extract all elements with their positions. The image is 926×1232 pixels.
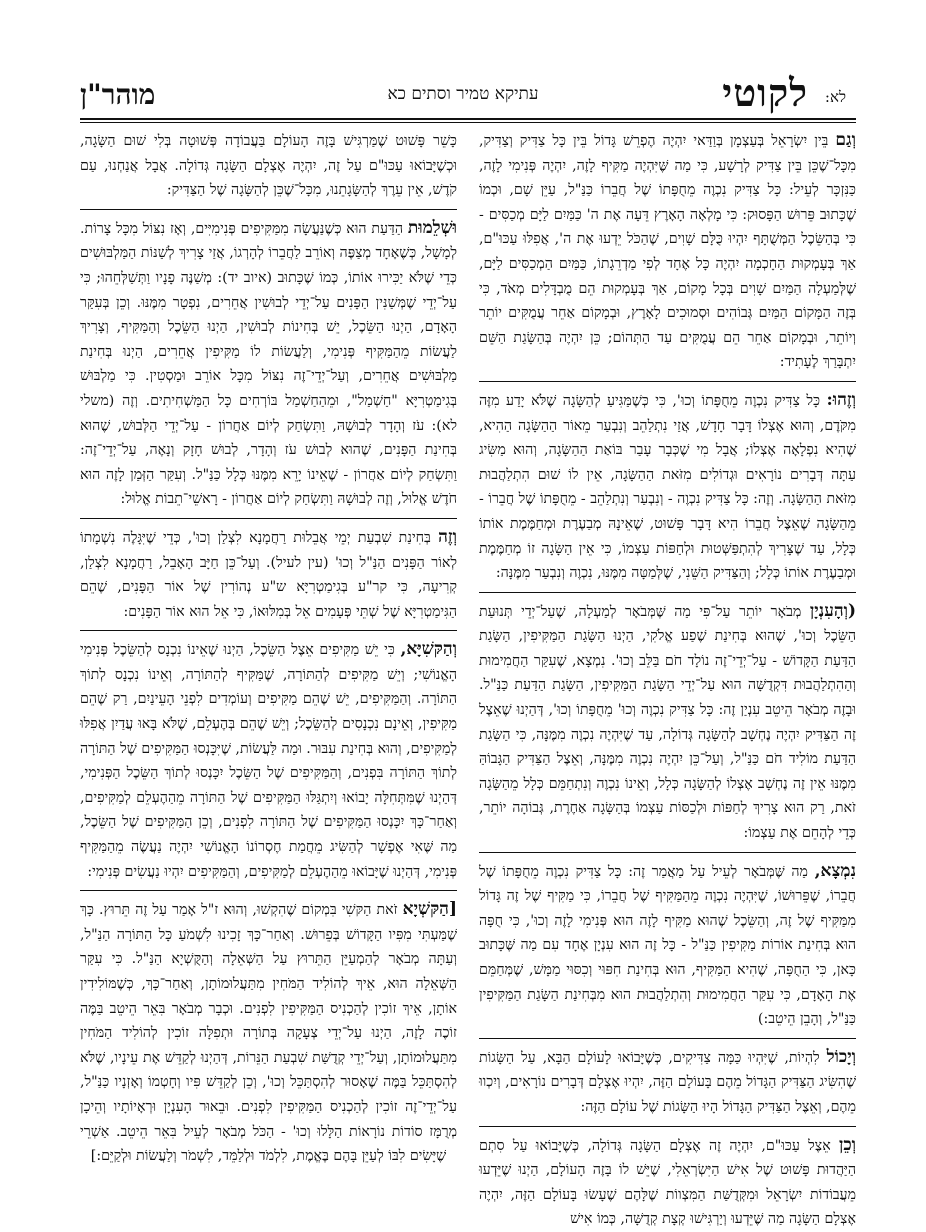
paragraph-text: אֵצֶל עַכּוּ"ם, יִהְיֶה זֶה אֶצְלָם הַשָּׂגָה גְּדוֹלָה, כְּשֶׁיָּבוֹאוּ עַל סִתְם הַיַּהֲדוּת פָּשׁוּט שֶׁל אִישׁ הַיִּשְׂרְאֵלִי, שֶׁיֵּשׁ לוֹ בָּזֶה הָעוֹלָם, הַיְנוּ שֶׁיֵּדְעוּ מֵעֲבוֹדוֹת יִשְׂרָאֵל וּמִקְּדֻשַּׁת הַמִּצְווֹת שֶׁלָּהֶם שֶׁעָשׂוּ בָּעוֹלָם הַזֶּה, יִהְיֶה אֶצְלָם הַשָּׂגָה מַה שֶּׁיֵּדְעוּ וְיַרְגִּישׁוּ קְצָת קְדֻשָּׁה, כְּמוֹ אִישׁ bbox=[479, 1137, 856, 1228]
page-header bbox=[70, 70, 856, 118]
paragraph-lead-word: (וְהָעִנְיָן bbox=[809, 600, 856, 621]
paragraph-text: כָּל צַדִּיק נִכְוֶה מֵחֻפָּתוֹ וְכוּ', כִּי כְּשֶׁמַּגִּיעַ לְהַשָּׂגָה שֶׁלֹּא יָדַע מִזֶּה מִקֹּדֶם, וְהוּא אֶצְלוֹ דָּבָר חָדָשׁ, אֲזַי נִתְלַהֵב וְנִבְעַר מֵאוֹר הַהַשָּׂגָה הַהִיא, שֶׁהִיא נִפְלָאָה אֶצְלוֹ; אֲבָל מִי שֶׁכְּבָר עָבַר בּוֹאַת הַהַשָּׂגָה, וְהוּא מַשִּׂיג עַתָּה דְּבָרִים נוֹרָאִים וּגְדוֹלִים מִזֹּאת הַהַשָּׂגָה, אֵין לוֹ שׁוּם הִתְלַהֲבוּת מִזֹּאת הַהַשָּׂגָה. וְזֶה: כָּל צַדִּיק נִכְוֶה - וְנִבְעַר וְנִתְלַהֵב - מֵחֻפָּתוֹ שֶׁל חֲבֵרוֹ - מֵהַשָּׂגָה שֶׁאֵצֶל חֲבֵרוֹ הִיא דָּבָר פָּשׁוּט, שֶׁאֵינָהּ מְבַעֶרֶת וּמְחַמֶּמֶת אוֹתוֹ כְּלָל, עַד שֶׁצָּרִיךְ לְהִתְפַּשְּׁטוּת וּלְחַפּוֹת עַצְמוֹ, כִּי אֵין הַשָּׂגָה זוֹ מְחַמֶּמֶת וּמְבַעֶרֶת אוֹתוֹ כְּלָל; וְהַצַּדִּיק הַשֵּׁנִי, שֶׁלְּמַטָּה מִמֶּנּוּ, נִכְוֶה וְנִבְעַר מִמֶּנָּה: bbox=[479, 392, 856, 582]
section-subtitle: עתיקא טמיר וסתים כא bbox=[387, 84, 539, 104]
section-divider bbox=[80, 890, 457, 891]
section-divider bbox=[80, 630, 457, 631]
paragraph bbox=[80, 216, 457, 512]
author-name: מוהר"ן bbox=[80, 78, 156, 111]
paragraph bbox=[479, 388, 856, 586]
paragraph-text: כָּשֵׁר פָּשׁוּט שֶׁמַּרְגִּישׁ בָּזֶה הָעוֹלָם בַּעֲבוֹדָה פְּשׁוּטָה בְּלִי שׁוּם הַשָּׂגָה, וּכְשֶׁיָּבוֹאוּ עַכּוּ"ם עַל זֶה, יִהְיֶה אֶצְלָם הַשָּׂגָה גְּדוֹלָה. אֲבָל אֲנַחְנוּ, עַם קֹדֶשׁ, אֵין עֵרֶךְ לְהַשָּׂגָתֵנוּ, מִכָּל־שֶׁכֵּן לְהַשָּׂגָה שֶׁל הַצַּדִּיק: bbox=[80, 133, 457, 199]
paragraph bbox=[479, 599, 856, 846]
right-column bbox=[479, 128, 856, 1228]
paragraph bbox=[80, 897, 457, 1169]
paragraph-lead-word: וְהַקּשִׁיָּא, bbox=[400, 639, 457, 660]
book-title: לקוטי bbox=[722, 70, 808, 115]
header-rule-thin bbox=[80, 122, 856, 123]
section-divider bbox=[80, 518, 457, 519]
left-column bbox=[80, 128, 457, 1190]
paragraph bbox=[80, 637, 457, 884]
section-divider bbox=[479, 381, 856, 382]
section-divider bbox=[479, 1126, 856, 1127]
section-divider bbox=[479, 592, 856, 593]
paragraph bbox=[479, 859, 856, 1032]
paragraph-lead-word: וּשְׁלֵמוּת bbox=[407, 217, 457, 238]
paragraph bbox=[80, 525, 457, 624]
paragraph-text: לִהְיוֹת, שֶׁיִּהְיוּ כַּמָּה צַדִּיקִים, כְּשֶׁיָּבוֹאוּ לָעוֹלָם הַבָּא, עַל הַשָּׂגוֹת שֶׁהִשִּׂיג הַצַּדִּיק הַגָּדוֹל מֵהֶם בָּעוֹלָם הַזֶּה, יִהְיוּ אֶצְלָם דְּבָרִים נוֹרָאִים, וְיִכְווּ מֵהֶם, וְאֵצֶל הַצַּדִּיק הַגָּדוֹל הָיוּ הַשָּׂגוֹת שֶׁל עוֹלָם הַזֶּה: bbox=[479, 1049, 856, 1115]
section-divider bbox=[479, 852, 856, 853]
paragraph-text: בֵּין יִשְׂרָאֵל בְּעַצְמָן בְּוַדַּאי יִהְיֶה הֶפְרֵשׁ גָּדוֹל בֵּין כָּל צַדִּיק וְצַדִּיק, מִכָּל־שֶׁכֵּן בֵּין צַדִּיק לְרָשָׁע, כִּי מַה שֶּׁיִּהְיֶה מַקִּיף לָזֶה, יִהְיֶה פְּנִימִי לָזֶה, כַּנִּזְכָּר לְעֵיל: כָּל צַדִּיק נִכְוֶה מֵחֻפָּתוֹ שֶׁל חֲבֵרוֹ כַּנַּ"ל, עַיֵּן שָׁם, וּכְמוֹ שֶׁכָּתוּב פֵּרוּשׁ הַפָּסוּק: כִּי מָלְאָה הָאָרֶץ דֵּעָה אֶת ה' כַּמַּיִם לַיָּם מְכַסִּים - כִּי בְּהַשֵּׂכֶל הַמְּשֻׁתָּף יִהְיוּ כֻּלָּם שָׁוִים, שֶׁהַכֹּל יֵדְעוּ אֶת ה', אֲפִלּוּ עַכּוּ"ם, אַךְ בְּעָמְקוּת הַחָכְמָה יִהְיֶה כָּל אֶחָד לְפִי מַדְרֵגָתוֹ, כַּמַּיִם הַמְכַסִּים לַיָּם, שֶׁלְּמַעְלָה הַמַּיִם שָׁוִים בְּכָל מָקוֹם, אַךְ בְּעָמְקוּת הֵם מֻבְדָּלִים מְאֹד, כִּי בְּזֶה הַמָּקוֹם הַמַּיִם גְּבוֹהִים וּסְמוּכִים לָאָרֶץ, וּבְמָקוֹם אַחֵר עֲמֻקִּים יוֹתֵר וְיוֹתֵר, וּבְמָקוֹם אַחֵר הֵם עֲמֻקִּים עַד הַתְּהוֹם; כֵּן יִהְיֶה בְּהַשָּׂגַת הַשֵּׁם יִתְבָּרַךְ לֶעָתִיד: bbox=[479, 133, 856, 371]
paragraph-lead-word: וְגַם bbox=[835, 130, 856, 150]
paragraph-text: כִּי יֵשׁ מַקִּיפִים אֵצֶל הַשֵּׂכֶל, הַיְנוּ שֶׁאֵינוֹ נִכְנָס לְהַשֵּׂכֶל פְּנִימִי הָאֱנוֹשִׁי; וְיֵשׁ מַקִּיפִים לְהַתּוֹרָה, שֶׁמַּקִּיף לְהַתּוֹרָה, וְאֵינוֹ נִכְנָס לְתוֹךְ הַתּוֹרָה. וְהַמַּקִּיפִים, יֵשׁ שֶׁהֵם מַקִּיפִים וְעוֹמְדִים לִפְנֵי הָעֵינַיִם, רַק שֶׁהֵם מַקִּיפִין, וְאֵינָם נִכְנָסִים לְהַשֵּׂכֶל; וְיֵשׁ שֶׁהֵם בְּהֶעְלֵם, שֶׁלֹּא בָּאוּ עֲדַיִן אֲפִלּוּ לְמַקִּיפִים, וְהוּא בְּחִינַת עִבּוּר. וּמַה לַּעֲשׂוֹת, שֶׁיִּכָּנְסוּ הַמַּקִּיפִים שֶׁל הַתּוֹרָה לְתוֹךְ הַתּוֹרָה בִּפְנִים, וְהַמַּקִּיפִים שֶׁל הַשֵּׂכֶל יִכָּנְסוּ לְתוֹךְ הַשֵּׂכֶל הַפְּנִימִי, דְּהַיְנוּ שֶׁמִּתְּחִלָּה יָבוֹאוּ וְיִתְגַּלּוּ הַמַּקִּיפִים שֶׁל הַתּוֹרָה מֵהַהֶעְלֵם לְמַקִּיפִים, וְאַחַר־כָּךְ יִכָּנְסוּ הַמַּקִּיפִים שֶׁל הַתּוֹרָה לִפְנִים, וְכֵן הַמַּקִּיפִים שֶׁל הַשֵּׂכֶל, מַה שֶּׁאִי אֶפְשָׁר לְהַשִּׂיג מֵחֲמַת חֶסְרוֹנוֹ הָאֱנוֹשִׁי יִהְיֶה נַעֲשֶׂה מֵהַמַּקִּיף פְּנִימִי, דְּהַיְנוּ שֶׁיָּבוֹאוּ מֵהַהֶעְלֵם לְמַקִּיפִים, וְהַמַּקִּיפִים יִהְיוּ נַעֲשִׂים פְּנִימִי: bbox=[80, 642, 457, 880]
section-divider bbox=[80, 209, 457, 210]
section-divider bbox=[479, 1038, 856, 1039]
paragraph-lead-word: וְיָכוֹל bbox=[826, 1046, 856, 1067]
paragraph-text: הַדַּעַת הוּא כְּשֶׁנַּעֲשָׂה מִמַּקִּיפִים פְּנִימִיִּים, וְאָז נִצּוֹל מִכָּל צָרוֹת. לְמָשָׁל, כְּשֶׁאָחָד מְצַפֶּה וְאוֹרֵב לַחֲבֵרוֹ לְהָרְגוֹ, אֲזַי צָרִיךְ לְשַׁנּוֹת הַמַּלְבּוּשִׁים כְּדֵי שֶׁלֹּא יַכִּירוּ אוֹתוֹ, כְּמוֹ שֶׁכָּתוּב (איוב יד): מְשַׁנֶּה פָנָיו וַתְּשַׁלְּחֵהוּ; כִּי עַל־יְדֵי שֶׁמְּשַׁנִּין הַפָּנִים עַל־יְדֵי לְבוּשִׁין אֲחֵרִים, נִפְטָר מִמֶּנּוּ. וְכֵן בְּעִקַּר הָאָדָם, הַיְנוּ הַשֵּׂכֶל, יֵשׁ בְּחִינוֹת לְבוּשִׁין, הַיְנוּ הַשֵּׂכֶל וְהַמַּקִּיף, וְצָרִיךְ לַעֲשׂוֹת מֵהַמַּקִּיף פְּנִימִי, וְלַעֲשׂוֹת לוֹ מַקִּיפִין אֲחֵרִים, הַיְנוּ בְּחִינַת מַלְבּוּשִׁים אֲחֵרִים, וְעַל־יְדֵי־זֶה נִצּוֹל מִכָּל אוֹרֵב וּמַסְטִין. כִּי מַלְבּוּשׁ בְּגִימַטְרִיָּא "חַשְׁמַל", וּמֵהַחַשְׁמַל בּוֹרְחִים כָּל הַמַּשְׁחִיתִים. וְזֶה (משלי לא): עֹז וְהָדָר לְבוּשָׁהּ, וַתִּשְׂחַק לְיוֹם אַחֲרוֹן - עַל־יְדֵי הַלְּבוּשׁ, שֶׁהוּא בְּחִינַת הַפָּנִים, שֶׁהוּא לְבוּשׁ עֹז וְהָדָר, לְבוּשׁ חָזָק וְנָאֶה, עַל־יְדֵי־זֶה: וַתִּשְׂחַק לְיוֹם אַחֲרוֹן - שֶׁאֵינוֹ יָרֵא מִמֶּנּוּ כְּלָל כַּנַּ"ל. וְעִקַּר הַזְּמַן לָזֶה הוּא חֹדֶשׁ אֱלוּל, וְזֶה לְבוּשָׁהּ וַתִּשְׂחַק לְיוֹם אַחֲרוֹן - רָאשֵׁי־תֵבוֹת אֱלוּל: bbox=[80, 220, 457, 508]
paragraph-text: מְבֹאָר יוֹתֵר עַל־פִּי מַה שֶּׁמְּבֹאָר לְמַעְלָה, שֶׁעַל־יְדֵי תְּנוּעַת הַשֵּׂכֶל וְכוּ', שֶׁהוּא בְּחִינַת שֶׁפַע אֱלֹקִי, הַיְנוּ הַשָּׂגַת הַמַּקִּיפִין, הַשָּׂגַת הַדַּעַת הַקָּדוֹשׁ - עַל־יְדֵי־זֶה נוֹלָד חֹם בַּלֵּב וְכוּ'. נִמְצָא, שֶׁעִקַּר הַחֲמִימוּת וְהַהִתְלַהֲבוּת דִּקְדֻשָּׁה הוּא עַל־יְדֵי הַשָּׂגַת הַמַּקִּיפִין, הַשָּׂגַת הַדַּעַת כַּנַּ"ל. וּבָזֶה מְבֹאָר הֵיטֵב עִנְיַן זֶה: כָּל צַדִּיק נִכְוֶה וְכוּ' מֵחֻפָּתוֹ וְכוּ', דְּהַיְנוּ שֶׁאֵצֶל זֶה הַצַּדִּיק יִהְיֶה נֶחְשָׁב לְהַשָּׂגָה גְּדוֹלָה, עַד שֶׁיִּהְיֶה נִכְוֶה מִמֶּנָּה, כִּי הַשָּׂגַת הַדַּעַת מוֹלִיד חֹם כַּנַּ"ל, וְעַל־כֵּן יִהְיֶה נִכְוֶה מִמֶּנָּה, וְאֵצֶל הַצַּדִּיק הַגָּבוֹהַּ מִמֶּנּוּ אֵין זֶה נֶחְשָׁב אֶצְלוֹ לְהַשָּׂגָה כְּלָל, וְאֵינוֹ נִכְוֶה וְנִתְחַמֵּם כְּלָל מֵהַשָּׂגָה זֹאת, רַק הוּא צָרִיךְ לְחַפּוֹת וּלְכַסּוֹת עַצְמוֹ בְּהַשָּׂגָה אַחֶרֶת, גְּבוֹהָה יוֹתֵר, כְּדֵי לְהָחֵם אֶת עַצְמוֹ: bbox=[479, 603, 856, 842]
paragraph-lead-word: [הַקּשְׁיָא bbox=[402, 899, 457, 920]
paragraph bbox=[479, 128, 856, 375]
paragraph-lead-word: וְכֵן bbox=[839, 1134, 856, 1155]
page-number: לא: bbox=[824, 88, 846, 106]
paragraph bbox=[479, 1133, 856, 1232]
paragraph bbox=[479, 1045, 856, 1120]
paragraph bbox=[80, 128, 457, 203]
paragraph-lead-word: וְזֶה bbox=[438, 526, 457, 547]
text-columns bbox=[80, 128, 856, 1228]
paragraph-text: בְּחִינַת שִׁבְעַת יְמֵי אֲבֵלוּת רַחֲמָנָא לִצְלַן וְכוּ', כְּדֵי שֶׁיִּגָּלֶה נִשְׁמָתוֹ לְאוֹר הַפָּנִים הַנַּ"ל וְכוּ' (עין לעיל). וְעַל־כֵּן חַיָּב הָאָבֵל, רַחֲמָנָא לִצְלַן, קְרִיעָה, כִּי קר"ע בְּגִימַטְרִיָּא ש"ע נְהוֹרִין שֶׁל אוֹר הַפָּנִים, שֶׁהֵם הַגִּימַטְרִיָּא שֶׁל שְׁתֵּי פְּעָמִים אֵל בְּמִלּוּאוֹ, כִּי אֵל הוּא אוֹר הַפָּנִים: bbox=[80, 529, 457, 620]
paragraph-text: זֹאת הַקּשִׁי בִּמְקוֹם שֶׁהִקְשׁוּ, וְהוּא ז"ל אָמַר עַל זֶה תֵּרוּץ. כָּךְ שֶׁמַּעְתִּי מִפִּיו הַקָּדוֹשׁ בְּפֵרוּשׁ. וְאַחַר־כָּךְ זָכִינוּ לִשְׁמֹעַ כָּל הַתּוֹרָה הַנַּ"ל, וְעַתָּה מְבֹאָר לְהַמְעַיֵּן הַתֵּרוּץ עַל הַשְּׁאֵלָה וְהַקֻּשְׁיָא הַנַּ"ל. כִּי עִקַּר הַשְּׁאֵלָה הוּא, אֵיךְ לְהוֹלִיד הַמֹּחִין מִתַּעֲלוּמוֹתָן, וְאַחַר־כָּךְ, כְּשֶׁמּוֹלִידִין אוֹתָן, אֵיךְ זוֹכִין לְהַכְנִיס הַמַּקִּיפִין לִפְנִים. וּכְבָר מְבֹאָר בִּאֵר הֵיטֵב בַּמֶּה זוֹכֶה לָזֶה, הַיְנוּ עַל־יְדֵי צְעָקָה בְּתוֹרָה וּתְפִלָּה זוֹכִין לְהוֹלִיד הַמֹּחִין מִתַּעֲלוּמוֹתָן, וְעַל־יְדֵי קְדֻשַּׁת שִׁבְעַת הַנֵּרוֹת, דְּהַיְנוּ לְקַדֵּשׁ אֶת עֵינָיו, שֶׁלֹּא לְהִסְתַּכֵּל בַּמֶּה שֶׁאָסוּר לְהִסְתַּכֵּל וְכוּ', וְכֵן לְקַדֵּשׁ פִּיו וְחָטְמוֹ וְאָזְנָיו כַּנַּ"ל, עַל־יְדֵי־זֶה זוֹכִין לְהַכְנִיס הַמַּקִּיפִין לִפְנִים. וּבֵאוּר הָעִנְיָן וּרְאָיוֹתָיו וְהֵיכָן מְרֻמָּז סוֹדוֹת נוֹרָאוֹת הַלָּלוּ וְכוּ' - הַכֹּל מְבֹאָר לְעֵיל בִּאֵר הֵיטֵב. אַשְׁרֵי שֶׁיָּשִׂים לִבּוֹ לְעַיֵּן בָּהֶם בֶּאֱמֶת, לִלְמֹד וּלְלַמֵּד, לִשְׁמֹר וְלַעֲשׂוֹת וּלְקַיֵּם:] bbox=[80, 902, 457, 1165]
paragraph-text: מַה שֶּׁמְּבֹאָר לְעֵיל עַל מַאֲמַר זֶה: כָּל צַדִּיק נִכְוֶה מֵחֻפָּתוֹ שֶׁל חֲבֵרוֹ, שֶׁפֵּרוּשׁוֹ, שֶׁיִּהְיֶה נִכְוֶה מֵהַמַּקִּיף שֶׁל חֲבֵרוֹ, כִּי מַקִּיף שֶׁל זֶה גָּדוֹל מִמַּקִּיף שֶׁל זֶה, וְהַשֵּׂכֶל שֶׁהוּא מַקִּיף לָזֶה הוּא פְּנִימִי לָזֶה וְכוּ', כִּי חֻפָּה הוּא בְּחִינַת אוֹרוֹת מַקִּיפִין כַּנַּ"ל - כָּל זֶה הוּא עִנְיָן אֶחָד עִם מַה שֶּׁכָּתוּב כָּאן, כִּי הַחֻפָּה, שֶׁהִיא הַמַּקִּיף, הוּא בְּחִינַת חִפּוּי וְכִסּוּי מַמָּשׁ, שֶׁמְּחַמֵּם אֶת הָאָדָם, כִּי עִקַּר הַחֲמִימוּת וְהִתְלַהֲבוּת הוּא מִבְּחִינַת הַשָּׂגַת הַמַּקִּיפִין כַּנַּ"ל, וְהָבֵן הֵיטֵב:) bbox=[479, 863, 856, 1028]
header-rule bbox=[80, 118, 856, 120]
paragraph-lead-word: נִמְצָא, bbox=[814, 860, 856, 881]
paragraph-lead-word: וְזֶהוּ: bbox=[826, 389, 856, 410]
